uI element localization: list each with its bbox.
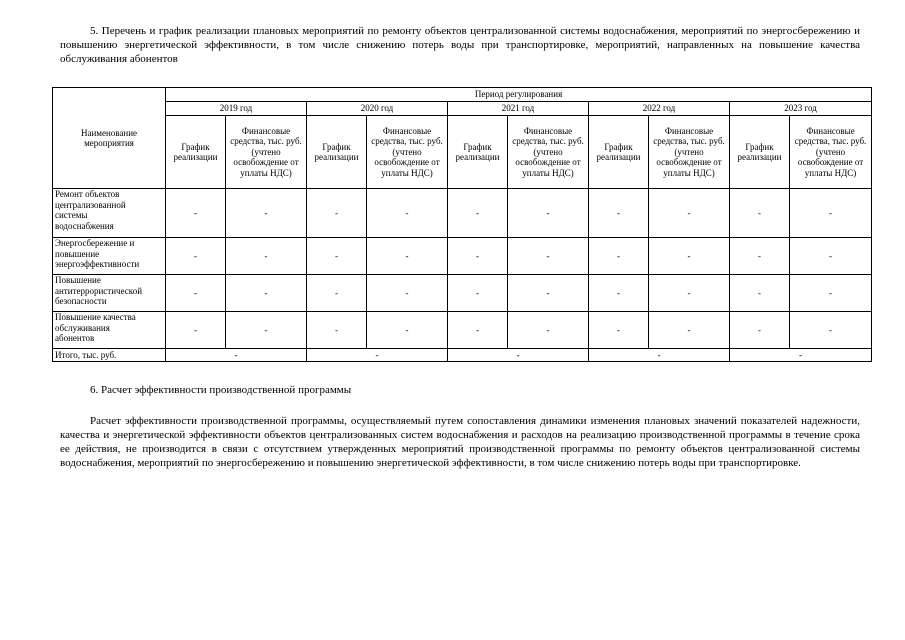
total-value-cell: - [589, 349, 730, 362]
row-name-line: антитеррористической [55, 285, 143, 296]
table-row [53, 189, 872, 238]
name-column-header: Наименование мероприятия [53, 88, 166, 189]
value-cell: - [649, 275, 730, 312]
value-cell: - [649, 189, 730, 238]
value-cell: - [589, 189, 649, 238]
finance-subheader: Финансовые средства, тыс. руб. (учтено освобождение от уплаты НДС) [508, 116, 589, 189]
row-name-cell [53, 238, 166, 275]
value-cell: - [730, 238, 790, 275]
year-header: 2023 год [730, 102, 872, 116]
finance-subheader: Финансовые средства, тыс. руб. (учтено освобождение от уплаты НДС) [226, 116, 307, 189]
value-cell: - [448, 238, 508, 275]
total-value-cell: - [730, 349, 872, 362]
section-6-paragraph: Расчет эффективности производственной программы, осуществляемый путем сопоставления динамики изменения плановых значений показателей надежности, качества и энергетической эффективности объектов централизованных систем водоснабжения и расходов на реализацию производственной программы в течение срока ее действия, не производится в связи с отсутствием утвержденных мероприятий производственной программы по ремонту объектов централизованной системы водоснабжения, мероприятий по энергосбережению и повышению энергетической эффективности, в том числе снижению потерь воды при транспортировке. [60, 415, 860, 469]
value-cell: - [226, 189, 307, 238]
value-cell: - [649, 312, 730, 349]
row-name-cell [53, 275, 166, 312]
value-cell: - [649, 238, 730, 275]
schedule-subheader: График реализации [589, 116, 649, 189]
value-cell: - [508, 312, 589, 349]
value-cell: - [730, 189, 790, 238]
year-header: 2020 год [307, 102, 448, 116]
value-cell: - [589, 238, 649, 275]
value-cell: - [226, 238, 307, 275]
year-header: 2021 год [448, 102, 589, 116]
value-cell: - [790, 189, 872, 238]
row-name-cell [53, 189, 166, 238]
value-cell: - [730, 312, 790, 349]
value-cell: - [589, 275, 649, 312]
row-name-line: повышение [55, 248, 100, 259]
value-cell: - [790, 275, 872, 312]
value-cell: - [448, 275, 508, 312]
value-cell: - [508, 275, 589, 312]
value-cell: - [448, 312, 508, 349]
row-name-line: Повышение качества [55, 312, 136, 322]
schedule-subheader: График реализации [307, 116, 367, 189]
row-name-cell [53, 312, 166, 349]
row-name-line: обслуживания [55, 322, 110, 333]
value-cell: - [226, 312, 307, 349]
row-name-line: Повышение [55, 275, 101, 285]
schedule-subheader: График реализации [166, 116, 226, 189]
value-cell: - [589, 312, 649, 349]
value-cell: - [367, 238, 448, 275]
section-6-heading: 6. Расчет эффективности производственной программы [90, 384, 352, 396]
table-row [53, 275, 872, 312]
finance-subheader: Финансовые средства, тыс. руб. (учтено освобождение от уплаты НДС) [367, 116, 448, 189]
row-name-line: Ремонт объектов [55, 189, 120, 199]
total-value-cell: - [448, 349, 589, 362]
total-value-cell: - [307, 349, 448, 362]
value-cell: - [508, 238, 589, 275]
row-name-line: водоснабжения [55, 220, 114, 231]
value-cell: - [166, 238, 226, 275]
value-cell: - [730, 275, 790, 312]
value-cell: - [307, 238, 367, 275]
row-name-line: Энергосбережение и [55, 238, 135, 248]
table-row [53, 238, 872, 275]
value-cell: - [166, 275, 226, 312]
schedule-subheader: График реализации [730, 116, 790, 189]
value-cell: - [448, 189, 508, 238]
section-5-paragraph: 5. Перечень и график реализации плановых мероприятий по ремонту объектов централизованной системы водоснабжения, мероприятий по энергосбережению и повышению энергетической эффективности, в том числе снижению потерь воды при транспортировке, мероприятий, направленных на повышение качества обслуживания абонентов [60, 25, 860, 65]
value-cell: - [166, 312, 226, 349]
finance-subheader: Финансовые средства, тыс. руб. (учтено освобождение от уплаты НДС) [790, 116, 872, 189]
year-header: 2022 год [589, 102, 730, 116]
row-name-line: энергоэффективности [55, 259, 140, 269]
row-name-line: безопасности [55, 296, 107, 306]
plan-table [52, 87, 872, 362]
value-cell: - [367, 275, 448, 312]
schedule-subheader: График реализации [448, 116, 508, 189]
row-name-line: абонентов [55, 333, 95, 343]
total-label: Итого, тыс. руб. [53, 349, 166, 362]
value-cell: - [790, 238, 872, 275]
total-row [53, 349, 872, 362]
total-value-cell: - [166, 349, 307, 362]
value-cell: - [307, 312, 367, 349]
value-cell: - [367, 312, 448, 349]
row-name-line: системы [55, 210, 88, 220]
value-cell: - [307, 275, 367, 312]
value-cell: - [166, 189, 226, 238]
row-name-line: централизованной [55, 199, 126, 210]
finance-subheader: Финансовые средства, тыс. руб. (учтено освобождение от уплаты НДС) [649, 116, 730, 189]
value-cell: - [367, 189, 448, 238]
value-cell: - [307, 189, 367, 238]
period-header: Период регулирования [166, 88, 872, 102]
value-cell: - [790, 312, 872, 349]
table-row [53, 312, 872, 349]
year-header: 2019 год [166, 102, 307, 116]
value-cell: - [508, 189, 589, 238]
value-cell: - [226, 275, 307, 312]
